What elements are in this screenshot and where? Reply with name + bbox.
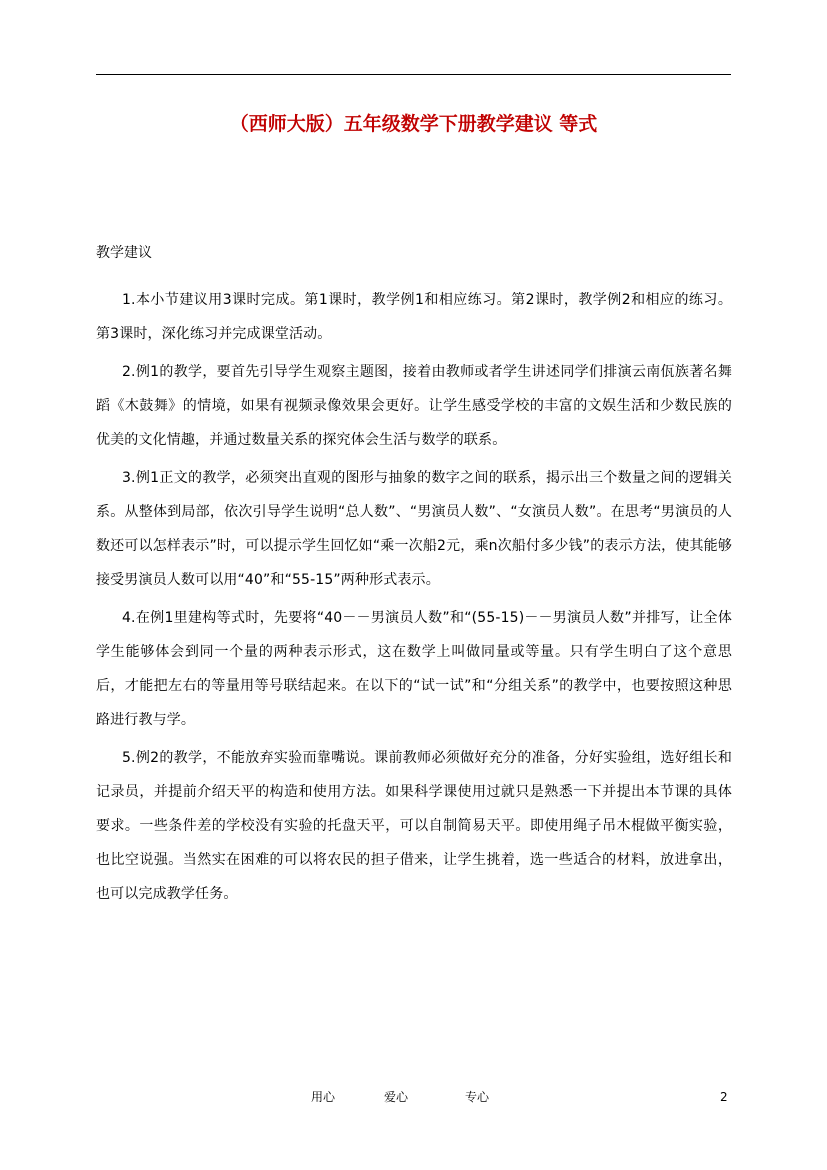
header-rule bbox=[96, 74, 731, 75]
page-number: 2 bbox=[720, 1090, 728, 1104]
paragraph-2: 2.例1的教学，要首先引导学生观察主题图，接着由教师或者学生讲述同学们排演云南佤族著名舞蹈《木鼓舞》的情境，如果有视频录像效果会更好。让学生感受学校的丰富的文娱生活和少数民族的优美的文化情趣，并通过数量关系的探究体会生活与数学的联系。 bbox=[96, 364, 732, 448]
page-footer bbox=[0, 1087, 827, 1107]
paragraph-1: 1.本小节建议用3课时完成。第1课时，教学例1和相应练习。第2课时，教学例2和相应的练习。第3课时，深化练习并完成课堂活动。 bbox=[96, 292, 732, 342]
document-body bbox=[96, 283, 732, 915]
document-title: （西师大版）五年级数学下册教学建议 等式 bbox=[229, 113, 598, 135]
section-heading: 教学建议 bbox=[96, 245, 152, 261]
paragraph-4: 4.在例1里建构等式时，先要将“40－－男演员人数”和“(55-15)－－男演员人数”并排写，让全体学生能够体会到同一个量的两种表示形式，这在数学上叫做同量或等量。只有学生明白了这个意思后，才能把左右的等量用等号联结起来。在以下的“试一试”和“分组关系”的教学中，也要按照这种思路进行教与学。 bbox=[96, 610, 732, 728]
footer-item-1: 用心 bbox=[311, 1090, 336, 1104]
paragraph-5: 5.例2的教学，不能放弃实验而靠嘴说。课前教师必须做好充分的准备，分好实验组，选好组长和记录员，并提前介绍天平的构造和使用方法。如果科学课使用过就只是熟悉一下并提出本节课的具体要求。一些条件差的学校没有实验的托盘天平，可以自制简易天平。即使用绳子吊木棍做平衡实验，也比空说强。当然实在困难的可以将农民的担子借来，让学生挑着，选一些适合的材料，放进拿出，也可以完成教学任务。 bbox=[96, 750, 732, 902]
footer-item-3: 专心 bbox=[465, 1090, 490, 1104]
footer-item-2: 爱心 bbox=[384, 1090, 409, 1104]
paragraph-3: 3.例1正文的教学，必须突出直观的图形与抽象的数字之间的联系，揭示出三个数量之间的逻辑关系。从整体到局部，依次引导学生说明“总人数”、“男演员人数”、“女演员人数”。在思考“男演员的人数还可以怎样表示”时，可以提示学生回忆如“乘一次船2元，乘n次船付多少钱”的表示方法，使其能够接受男演员人数可以用“40”和“55-15”两种形式表示。 bbox=[96, 470, 732, 588]
